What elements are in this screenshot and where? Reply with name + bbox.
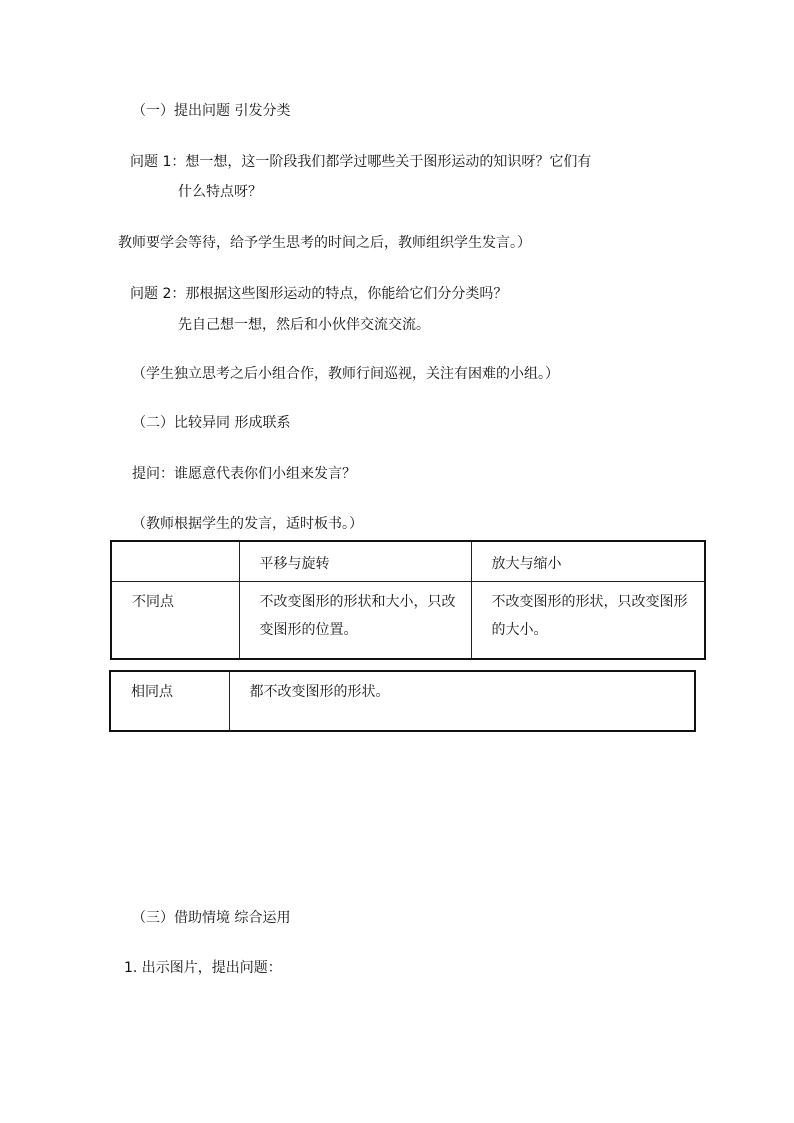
difference-b-line-1: 不改变图形的形状，只改变图形 [491,593,688,610]
comparison-table [110,540,706,660]
table-row-similarities [110,671,695,731]
question-2-line-2: 先自己想一想，然后和小伙伴交流交流。 [178,317,430,333]
table-row-differences [111,581,705,659]
item-1: 1. 出示图片，提出问题： [124,960,282,976]
question-1-line-2: 什么特点呀？ [178,184,262,200]
table-header-empty [111,541,239,581]
teacher-note-2: （学生独立思考之后小组合作，教师行间巡视，关注有困难的小组。） [132,366,559,382]
difference-a-line-1: 不改变图形的形状和大小，只改 [259,593,456,610]
similarity-value: 都不改变图形的形状。 [229,671,695,731]
board-note: （教师根据学生的发言，适时板书。） [132,516,363,532]
section-1-heading: （一）提出问题 引发分类 [132,103,291,119]
difference-translation-rotation [239,581,471,659]
question-1-line-1: 问题 1：想一想，这一阶段我们都学过哪些关于图形运动的知识呀？它们有 [130,154,592,170]
difference-scaling [471,581,705,659]
section-2-heading: （二）比较异同 形成联系 [132,415,291,431]
question-2-line-1: 问题 2：那根据这些图形运动的特点，你能给它们分分类吗？ [130,286,508,302]
section-3-heading: （三）借助情境 综合运用 [132,910,291,926]
table-header-row [111,541,705,581]
difference-label: 不同点 [111,581,239,659]
table-header-translation-rotation: 平移与旋转 [239,541,471,581]
difference-a-line-2: 变图形的位置。 [259,621,358,638]
table-header-scaling: 放大与缩小 [471,541,705,581]
similarity-label: 相同点 [110,671,229,731]
teacher-note-1: 教师要学会等待，给予学生思考的时间之后，教师组织学生发言。） [118,235,531,251]
similarity-table [109,670,696,732]
difference-b-line-2: 的大小。 [491,621,548,638]
question-ask: 提问：谁愿意代表你们小组来发言？ [132,466,356,482]
